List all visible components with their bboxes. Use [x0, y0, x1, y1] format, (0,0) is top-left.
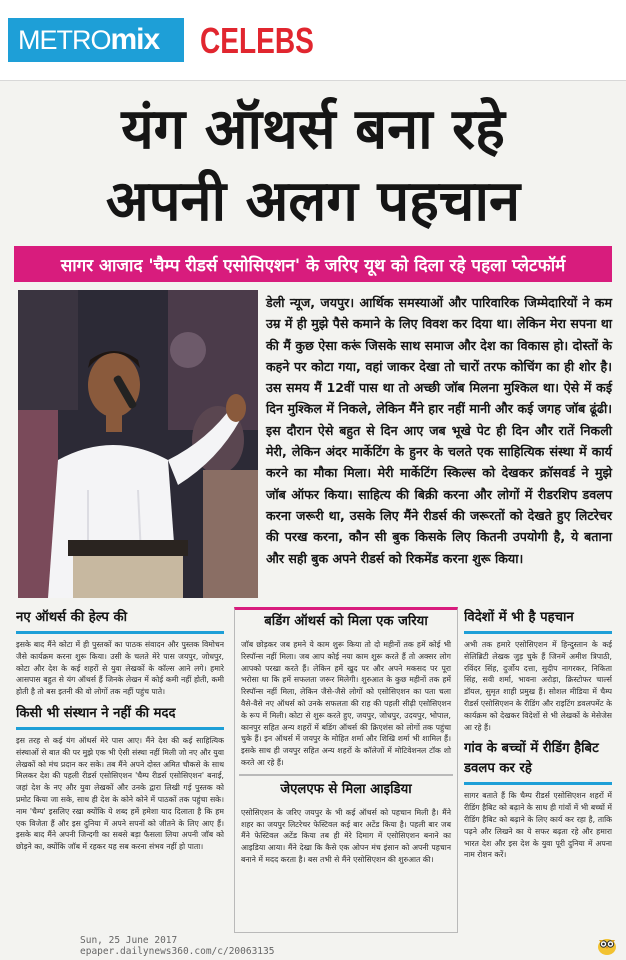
middle-text-2: एसोसिएशन के जरिए जयपुर के भी कई ऑथर्स को पहचान मिली है। मैंने शहर का जयपुर लिटरेचर फेस्टिवल कई बार अटेंड किया है। पहली बार जब मैंने फेस्टिवल अटेंड किया तब ही मेरे दिमाग में एसोसिएशन बनाने का आइडिया आया। मैंने देखा कि कैसे एक ओपन मंच इंसान को अपनी पहचान बनाने में मदद करता है। बस तभी से मैंने एसोसिएशन की शुरुआत की। — [241, 807, 451, 864]
middle-column — [234, 607, 458, 933]
logo-metro-text: METRO — [18, 24, 111, 55]
left-text-1: इसके बाद मैंने कोटा में ही पुस्तकों का पाठक संवादन और पुस्तक विमोचन जैसे कार्यक्रम करना शुरू किया। उसी के चलते मेरे पास जयपुर, जोधपुर, कोटा और देश के कई शहरों से युवा लेखकों के कॉल्स आने लगे। हमारे आसपास बहुत से यंग ऑथर्स हैं जिनके लेखन में कोई कमी नहीं होती, कमी होती है तो बस इतनी की वो लोगों तक नहीं पहुंच पाते। — [16, 640, 224, 697]
middle-text-1: जॉब छोड़कर जब हमने ये काम शुरू किया तो दो महीनों तक हमें कोई भी रिस्पॉन्स नहीं मिला। जब आप कोई नया काम शुरू करते हैं तो अक्सर लोग आपको परखा करते हैं। लेकिन हमें खुद पर और अपने मकसद पर पूरा भरोसा था कि हमें सफलता जरूर मिलेगी। शुरुआत के कुछ महीनों तक हमें रिस्पॉन्स नहीं मिला, लेकिन जैसे-जैसे लोगों को एसोसिएशन का पता चला वैसे-वैसे नए ऑथर्स को उनके सफलता की राह की पहली सीढ़ी एसोसिएशन के रूप में मिली। कोटा से शुरू करते हुए, जयपुर, जोधपुर, उदयपुर, भोपाल, कानपुर सहित अन्य शहरों में बडिंग ऑथर्स की क्रिएशंस को लोगों तक पहुंचा चुके हैं। इन ऑथर्स में जयपुर के मोहित शर्मा और शिखि शर्मा भी शामिल हैं। इसके साथ ही जयपुर सहित अन्य शहरों के कॉलेजों में मोटिवेशनल टॉक शो करते आ रहे हैं। — [241, 640, 451, 767]
right-column — [464, 608, 612, 930]
subheadline-banner: सागर आजाद 'चैम्प रीडर्स एसोसिएशन' के जरिए यूथ को दिला रहे पहला प्लेटफॉर्म — [14, 246, 612, 282]
headline-line-2: अपनी अलग पहचान — [105, 169, 521, 234]
masthead — [0, 0, 626, 81]
speaker-illustration — [18, 290, 258, 598]
left-text-2: इस तरह से कई यंग ऑथर्स मेरे पास आए। मैंने देश की कई साहित्यिक संस्थाओं से बात की पर मुझे एक भी ऐसी संस्था नहीं मिली जो नए और युवा लेखकों को मंच प्रदान कर सके। तब मैंने अपने दोस्त अमित चौकसे के साथ मिलकर देश की पहली रीडर्स एसोसिएशन 'चैम्प रीडर्स एसोसिएशन' बनाई, जहां देश के नए और युवा लेखकों और उनके द्वारा लिखी गई पुस्तक को प्रमोट किया जा सके, साथ ही देश के कोने कोने में पाठकों तक पहुंचा सके। नाम 'चैम्प' इसलिए रखा क्योंकि ये शब्द हमें हमेशा याद दिलाता है कि हम एक विजेता हैं और इस दुनिया में अपने सपनों को जीतने के लिए आए हैं। इसके बाद मैंने अपनी जिन्दगी का सबसे बड़ा फैसला लिया अपनी जॉब को छोड़ने का, क्योंकि जॉब में रहकर यह सब करना संभव नहीं हो पाता। — [16, 735, 224, 852]
right-text-2: सागर बताते हैं कि चैम्प रीडर्स एसोसिएशन शहरों में रीडिंग हैबिट को बढ़ाने के साथ ही गांवों में भी बच्चों में रीडिंग हैबिट को बढ़ाने के लिए कार्य कर रहा है, ताकि पढ़ने और लिखने का ये सफर बढ़ता रहे और हमारा भारत देश और इस देश के युवा पूरी दुनिया में अपना नाम रोशन करें। — [464, 791, 612, 860]
intro-paragraph: डेली न्यूज, जयपुर। आर्थिक समस्याओं और पारिवारिक जिम्मेदारियों ने कम उम्र में ही मुझे पैसे कमाने के लिए विवश कर दिया था। लेकिन मेरा सपना था की मैं कुछ ऐसा करूं जिसके साथ समाज और देश का विकास हो। दोस्तों के कहने पर कोटा गया, वहां जाकर देखा तो चारों तरफ कोचिंग का ही शोर है। उस समय मैं 12वीं पास था तो अच्छी जॉब मिलना मुश्किल था। ऐसे में कई दिन मुश्किल में निकले, लेकिन मैंने हार नहीं मानी और कई जगह जॉब ढूंढी। इस दौरान ऐसे बहुत से दिन आए जब भूखे पेट ही दिन और रातें निकली मेरी, लेकिन अंदर मार्केटिंग के हुनर के चलते एक साहित्यिक संस्था में कार्य करने का मौका मिला। मेरी मार्केटिंग स्किल्स को देखकर क्रॉसवर्ड ने मुझे जॉब ऑफर किया। साहित्य की बिक्री करना और लोगों में रीडरशिप डवलप करना जरूरी था, उसके लिए मैंने रीडर्स की जरूरतों को देखते हुए लिटरेचर की परख करना, कौन सी बुक किसके लिए कितनी उपयोगी है, ये बताना और सही बुक अपने रीडर्स को रिकमेंड करना शुरू किया। — [266, 295, 612, 566]
section-title: CELEBS — [200, 20, 314, 61]
middle-heading-2: जेएलएफ से मिला आइडिया — [239, 774, 453, 803]
speaker-photo — [18, 290, 258, 598]
headline-line-1: यंग ऑथर्स बना रहे — [121, 97, 505, 162]
left-column — [16, 608, 224, 930]
footer-date: Sun, 25 June 2017 — [80, 935, 178, 946]
left-heading-2: किसी भी संस्थान ने नहीं की मदद — [16, 704, 224, 730]
right-text-1: अभी तक हमारे एसोसिएशन में हिन्दुस्तान के कई सेलिब्रिटी लेखक जुड़ चुके हैं जिनमें अमीश त्रिपाठी, रविंदर सिंह, दुर्जोय दत्ता, सुदीप नागरकर, निकिता सिंह, सवी शर्मा, भावना अरोड़ा, क्रिस्टोफर चार्ल्स डॉयल, सुमृत शाही प्रमुख हैं। सोशल मीडिया में चैम्प रीडर्स एसोसिएशन के रीडिंग और राइटिंग डवलपमेंट के कार्यक्रम को देखकर विदेशों से भी लेखकों के मेसेजेस आ रहे हैं। — [464, 640, 612, 732]
logo-mix-text: mix — [110, 23, 160, 56]
metromix-logo — [8, 18, 184, 62]
middle-heading-1: बडिंग ऑथर्स को मिला एक जरिया — [264, 614, 428, 629]
right-heading-1: विदेशों में भी है पहचान — [464, 608, 612, 634]
footer-url[interactable]: epaper.dailynews360.com/c/20063135 — [80, 946, 275, 957]
right-heading-2: गांव के बच्चों में रीडिंग हैबिट डवलप कर रहे — [464, 739, 612, 785]
owl-icon — [596, 934, 618, 956]
left-heading-1: नए ऑथर्स की हेल्प की — [16, 608, 224, 634]
